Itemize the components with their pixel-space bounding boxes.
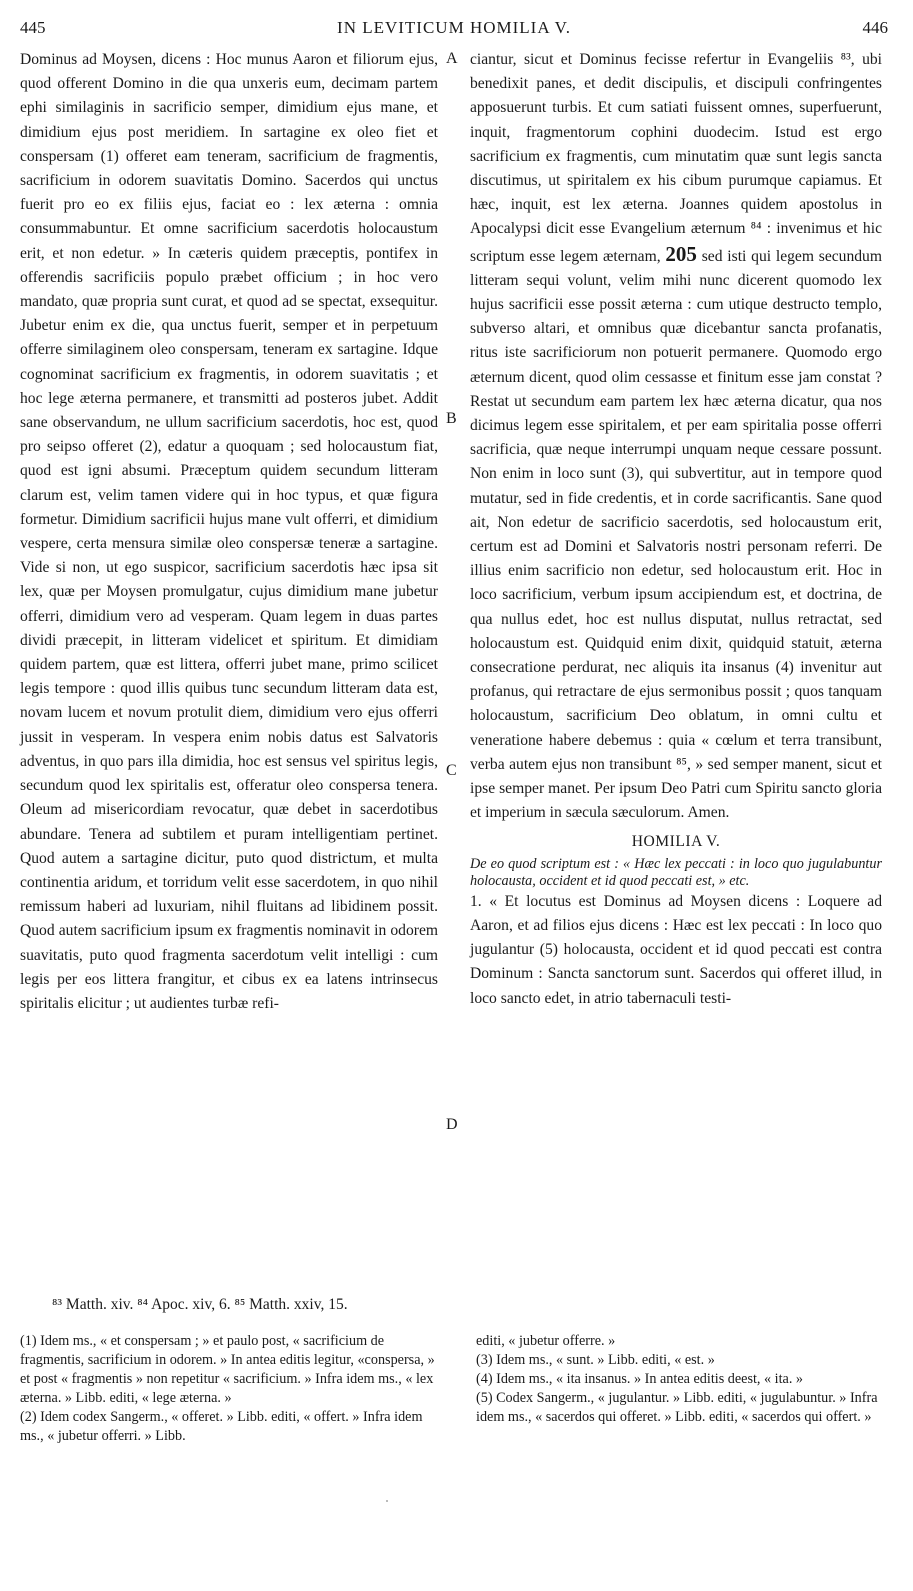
right-paragraph-2: 1. « Et locutus est Dominus ad Moysen dicens : Loquere ad Aaron, et ad filios ejus dicens : Hæc est lex peccati : In loco quo jugulantur (5) holocausta, occident et id quod peccati est contra Dominum : Sancta sanctorum sunt. Sacerdos qui offeret illud, in loco sancto edet, in atrio tabernaculi testi- (470, 892, 882, 1007)
right-text-before-section: ciantur, sicut et Dominus fecisse refertur in Evangeliis ⁸³, ubi benedixit panes, et dedit discipulis, et discipuli confringentes apposuerunt turbis. Et cum satiati fuissent omnes, superfuerunt, inquit, fragmentorum cophini duodecim. Istud est ergo sacrificium ex fragmentis, cum minutatim quæ sunt legis sancta discutimus, ut spiritalem ex his cibum purumque capiamus. Et hæc, inquit, est lex æterna. Joannes quidem apostolus in Apocalypsi dicit esse Evangelium æternum ⁸⁴ : invenimus et hic scriptum esse legem æternam, (470, 51, 882, 265)
running-title: IN LEVITICUM HOMILIA V. (337, 18, 571, 37)
footnote-5: (5) Codex Sangerm., « jugulantur. » Libb. editi, « jugulabuntur. » Infra idem ms., « sacerdos qui offeret. » Libb. editi, « sacerdos qui offert. » (476, 1390, 878, 1425)
margin-marker-d: D (446, 1116, 458, 1133)
margin-marker-b: B (446, 410, 457, 427)
footnote-3: (3) Idem ms., « sunt. » Libb. editi, « est. » (476, 1352, 715, 1368)
footnote-2-continued: editi, « jubetur offerre. » (476, 1333, 616, 1349)
homily-subtitle: De eo quod scriptum est : « Hæc lex peccati : in loco quo jugulabuntur holocausta, occident et id quod peccati est, » etc. (470, 855, 882, 889)
right-text-after-section: sed isti qui legem secundum litteram sequi volunt, velim mihi nunc dicerent quomodo lex hujus sacrificii esse possit æterna : cum utique destructo templo, subverso altari, et omnibus quæ dicebantur sancta profanatis, ritus iste sacrificiorum non potuerit permanere. Quomodo ergo æternum dicent, quod olim cessasse et finitum esse jam constat ? Restat ut secundum eam partem lex hæc æterna dicatur, qua nos dicimus legem esse spiritalem, et per eam spiritalia posse offerri sacrificia, quæ neque interrumpi unquam neque cessare possunt. Non enim in loco sunt (3), qui subvertitur, aut in tempore quod mutatur, sed in fide credentis, et in corde sacrificantis. Sane quod ait, Non edetur de sacrificio sacerdotis, sed holocaustum erit, certum est ad Domini et Salvatoris nostri personam referri. De illius enim sacrificio non edetur, sed holocaustum erit. Hoc in loco sacrificium, verbum ipsum accipiendum est, et doctrina, de qua nullus edet, hoc est nullus disputat, nullus retractat, sed holocaustum est. Quidquid enim dixit, quidquid statuit, æterna consecratione perdurat, nec aliquis ita insanus (4) invenitur aut profanus, qui retractare de ejus sermonibus possit ; quos tanquam holocaustum, sacrificium Deo oblatum, in omni cultu et veneratione habere debemus : quia « cœlum et terra transibunt, verba autem ejus non transibunt ⁸⁵, » sed semper manent, sicut et ipse semper manet. Per ipsum Deo Patri cum Spiritu sancto gloria et imperium in sæcula sæculorum. Amen. (470, 247, 882, 822)
right-paragraph-1 (470, 48, 882, 826)
page-number-left: 445 (20, 18, 46, 37)
section-number: 205 (665, 241, 697, 266)
running-header (20, 18, 888, 42)
footnote-4: (4) Idem ms., « ita insanus. » In antea editis deest, « ita. » (476, 1371, 804, 1387)
page-number-right: 446 (862, 18, 888, 37)
footnote-1: (1) Idem ms., « et conspersam ; » et paulo post, « sacrificium de fragmentis, sacrificium in odorem. » In antea editis legitur, «conspersa, » et post « fragmentis » non repetitur « sacrificium. » Infra idem ms., « lex æterna. » Libb. editi, « lege æterna. » (20, 1333, 435, 1406)
margin-marker-c: C (446, 762, 457, 779)
left-column (20, 48, 438, 1016)
page-speck (386, 1500, 388, 1502)
scripture-references: ⁸³ Matth. xiv. ⁸⁴ Apoc. xiv, 6. ⁸⁵ Matth. xxiv, 15. (52, 1296, 348, 1313)
margin-marker-a: A (446, 50, 458, 67)
left-column-text: Dominus ad Moysen, dicens : Hoc munus Aaron et filiorum ejus, quod offerent Domino in die qua unxeris eum, decimam partem ephi similaginis in sacrificio semper, dimidium ejus mane, et dimidium ejus post meridiem. In sartagine ex oleo fiet et conspersam (1) offeret eam teneram, sacrificium de fragmentis, sacrificium in odorem suavitatis Domino. Sacerdos qui unctus fuerit pro eo ex filiis ejus, faciat eo : lex æterna : omnia consummabuntur. Et omne sacrificium sacerdotis holocaustum erit, et non edetur. » In cæteris quidem præceptis, pontifex in offerendis sacrificiis populo præbet officium ; in hoc vero mandato, quæ propria sunt curat, et quod ad se spectat, exsequitur. Jubetur enim ex die, qua unctus fuerit, semper et in perpetuum offerre similaginem oleo conspersam, teneram ex sartagine. Idque cognominat sacrificium ex fragmentis, in odorem suavitatis ; et hoc lege æterna permanere, et transmitti ad posteros jubet. Addit sane observandum, ne ullum sacrificium sacerdotis, hoc est, quod pro seipso offeret (2), edatur a quoquam ; sed holocaustum fiat, quod est igni absumi. Præceptum quidem secundum litteram clarum est, velim tamen videre qui in hoc typus, et quæ figura formetur. Dimidium sacrificii hujus mane vult offerri, et dimidium vespere, certa mensura similæ oleo conspersæ teneræ a sartagine. Vide si non, ut ego suspicor, sacrificium sacerdotis hæc ipsa sit lex, quæ per Moysen promulgatur, cujus dimidium mane jubetur offerri, dimidium vero ad vesperam. Quam legem in duas partes dividi præcepit, in litteram videlicet et spiritum. Et dimidiam quidem partem, quæ est littera, offerri jubet mane, primo scilicet legis tempore : quod illis quibus tunc secundum litteram data est, novam lucem et novum protulit diem, dimidium vero ejus offerri jussit in vesperam. In vespera enim nobis datus est Salvatoris adventus, in quo pars illa dimidia, hoc est sensus vel spiritus legis, secundum quod lex spiritalis est, offeratur oleo conspersa tenera. Oleum ad misericordiam revocatur, quæ debet in sacerdotibus abundare. Tenera ad subtilem et puram intelligentiam pertinet. Quod autem a sartagine dicitur, puto quod districtum, et multa continentia aridum, et torridum velit esse sacerdotem, in quo nihil remissum haberi ad luxuriam, nihil fluitans ad libidinem possit. Quod autem sacrificium ipsum ex fragmentis nominavit in odorem suavitatis, puto quod fragmenta sacerdotum velit intelligi : cum legis per eos littera frangitur, et cibus ex ea latens intrinsecus spiritalis elicitur ; ut audientes turbæ refi- (20, 51, 438, 1012)
homily-title: HOMILIA V. (631, 832, 721, 850)
right-column (470, 48, 882, 1011)
footnotes-left (20, 1332, 438, 1446)
footnote-2: (2) Idem codex Sangerm., « offeret. » Libb. editi, « offert. » Infra idem ms., « jubetur offerri. » Libb. (20, 1409, 423, 1444)
footnotes-right (476, 1332, 888, 1427)
